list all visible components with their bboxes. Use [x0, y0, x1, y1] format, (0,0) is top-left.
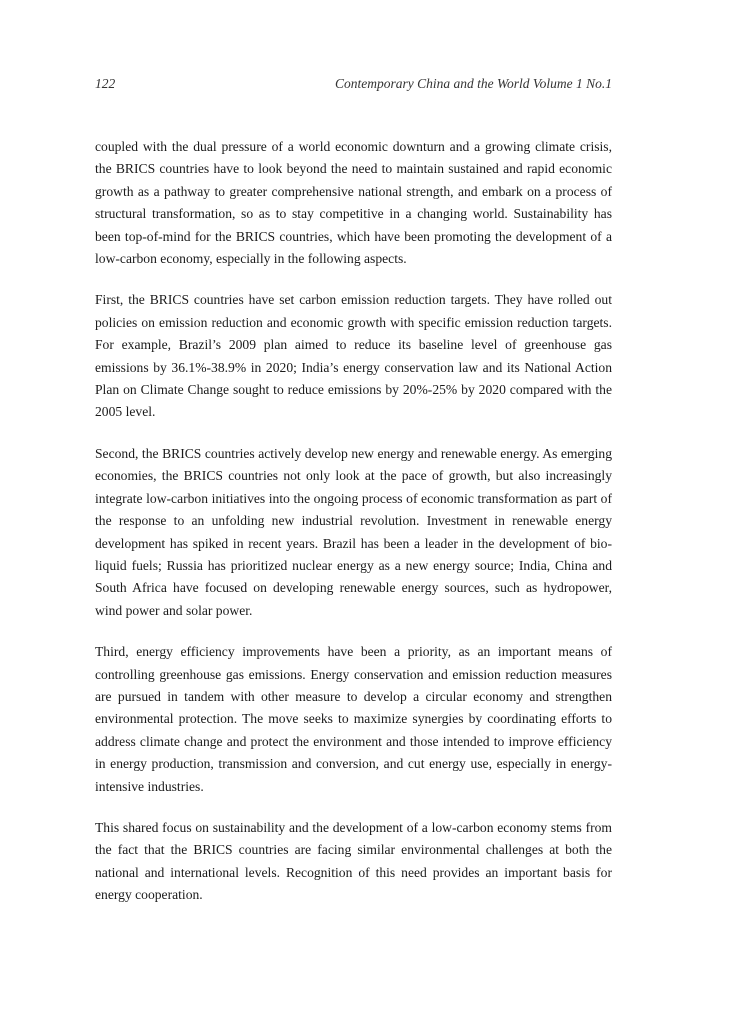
body-text	[95, 136, 612, 926]
paragraph: First, the BRICS countries have set carbon emission reduction targets. They have rolled out policies on emission reduction and economic growth with specific emission reduction targets. For example, Brazil’s 2009 plan aimed to reduce its baseline level of greenhouse gas emissions by 36.1%-38.9% in 2020; India’s energy conservation law and its National Action Plan on Climate Change sought to reduce emissions by 20%-25% by 2020 compared with the 2005 level.	[95, 292, 612, 420]
running-head	[95, 76, 612, 96]
paragraph: Third, energy efficiency improvements have been a priority, as an important means of controlling greenhouse gas emissions. Energy conservation and emission reduction measures are pursued in tandem with other measure to develop a circular economy and strengthen environmental protection. The move seeks to maximize synergies by coordinating efforts to address climate change and protect the environment and those intended to improve efficiency in energy production, transmission and conversion, and cut energy use, especially in energy-intensive industries.	[95, 644, 612, 794]
paragraph: This shared focus on sustainability and the development of a low-carbon economy stems from the fact that the BRICS countries are facing similar environmental challenges at both the national and international levels. Recognition of this need provides an important basis for energy cooperation.	[95, 819, 612, 903]
paragraph: coupled with the dual pressure of a world economic downturn and a growing climate crisis, the BRICS countries have to look beyond the need to maintain sustained and rapid economic growth as a pathway to greater comprehensive national strength, and embark on a process of structural transformation, so as to stay competitive in a changing world. Sustainability has been top-of-mind for the BRICS countries, which have been promoting the development of a low-carbon economy, especially in the following aspects.	[95, 139, 612, 267]
paragraph: Second, the BRICS countries actively develop new energy and renewable energy. As emerging economies, the BRICS countries not only look at the pace of growth, but also increasingly integrate low-carbon initiatives into the ongoing process of economic transformation as part of the response to an unfolding new industrial revolution. Investment in renewable energy development has spiked in recent years. Brazil has been a leader in the development of bio-liquid fuels; Russia has prioritized nuclear energy as a new energy source; India, China and South Africa have focused on developing renewable energy sources, such as hydropower, wind power and solar power.	[95, 445, 612, 618]
page-number: 122	[95, 76, 116, 91]
journal-title: Contemporary China and the World Volume 1 No.1	[334, 76, 612, 91]
